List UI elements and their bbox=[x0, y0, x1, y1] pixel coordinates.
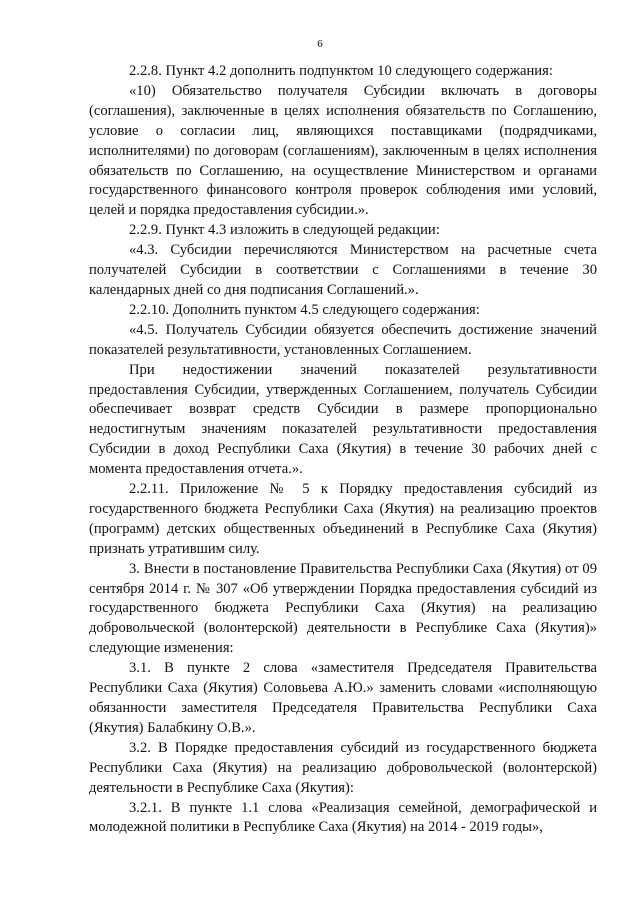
paragraph-4-3: «4.3. Субсидии перечисляются Министерством на расчетные счета получателей Субсидии в соответствии с Соглашениями в течение 30 календарных дней со дня подписания Соглашений.». bbox=[89, 242, 597, 298]
paragraph-3-2-1: 3.2.1. В пункте 1.1 слова «Реализация семейной, демографической и молодежной политики в Республике Саха (Якутия) на 2014 - 2019 годы», bbox=[89, 799, 597, 836]
page-number: 6 bbox=[317, 38, 323, 50]
paragraph-2-2-9: 2.2.9. Пункт 4.3 изложить в следующей редакции: bbox=[129, 222, 440, 239]
paragraph-subsidy-return: При недостижении значений показателей результативности предоставления Субсидии, утвержденных Соглашением, получатель Субсидии обеспечивает возврат средств Субсидии в размере пропорционально недостигнутым значениям показателей результативности предоставления Субсидии в доход Республики Саха (Якутия) в течение 30 рабочих дней с момента предоставления отчета.». bbox=[89, 361, 597, 478]
paragraph-3: 3. Внести в постановление Правительства Республики Саха (Якутия) от 09 сентября 2014 г. № 307 «Об утверждении Порядка предоставления субсидий из государственного бюджета Республики Саха (Якутия) на реализацию добровольческой (волонтерской) деятельности в Республике Саха (Якутия)» следующие изменения: bbox=[89, 560, 597, 657]
paragraph-2-2-8: 2.2.8. Пункт 4.2 дополнить подпунктом 10 следующего содержания: bbox=[129, 63, 553, 79]
document-body bbox=[89, 62, 597, 838]
paragraph-3-1: 3.1. В пункте 2 слова «заместителя Председателя Правительства Республики Саха (Якутия) Соловьева А.Ю.» заменить словами «исполняющую обязанности заместителя Председателя Правительства Республики Саха (Якутия) Балабкину О.В.». bbox=[89, 660, 597, 736]
paragraph-2-2-10: 2.2.10. Дополнить пунктом 4.5 следующего содержания: bbox=[129, 301, 480, 318]
paragraph-3-2: 3.2. В Порядке предоставления субсидий из государственного бюджета Республики Саха (Якутия) на реализацию добровольческой (волонтерской) деятельности в Республике Саха (Якутия): bbox=[89, 739, 597, 796]
paragraph-item-10: «10) Обязательство получателя Субсидии включать в договоры (соглашения), заключенные в целях исполнения обязательств по Соглашению, условие о согласии лиц, являющихся поставщиками (подрядчиками, исполнителями) по договорам (соглашениям), заключенным в целях исполнения обязательств по Соглашению, на осуществление Министерством и органами государственного финансового контроля проверок соблюдения ими условий, целей и порядка предоставления субсидии.». bbox=[89, 82, 597, 219]
paragraph-4-5: «4.5. Получатель Субсидии обязуется обеспечить достижение значений показателей результативности, установленных Соглашением. bbox=[89, 321, 597, 358]
paragraph-2-2-11: 2.2.11. Приложение № 5 к Порядку предоставления субсидий из государственного бюджета Республики Саха (Якутия) на реализацию проектов (программ) детских общественных объединений в Республике Саха (Якутия) признать утратившим силу. bbox=[89, 481, 597, 557]
